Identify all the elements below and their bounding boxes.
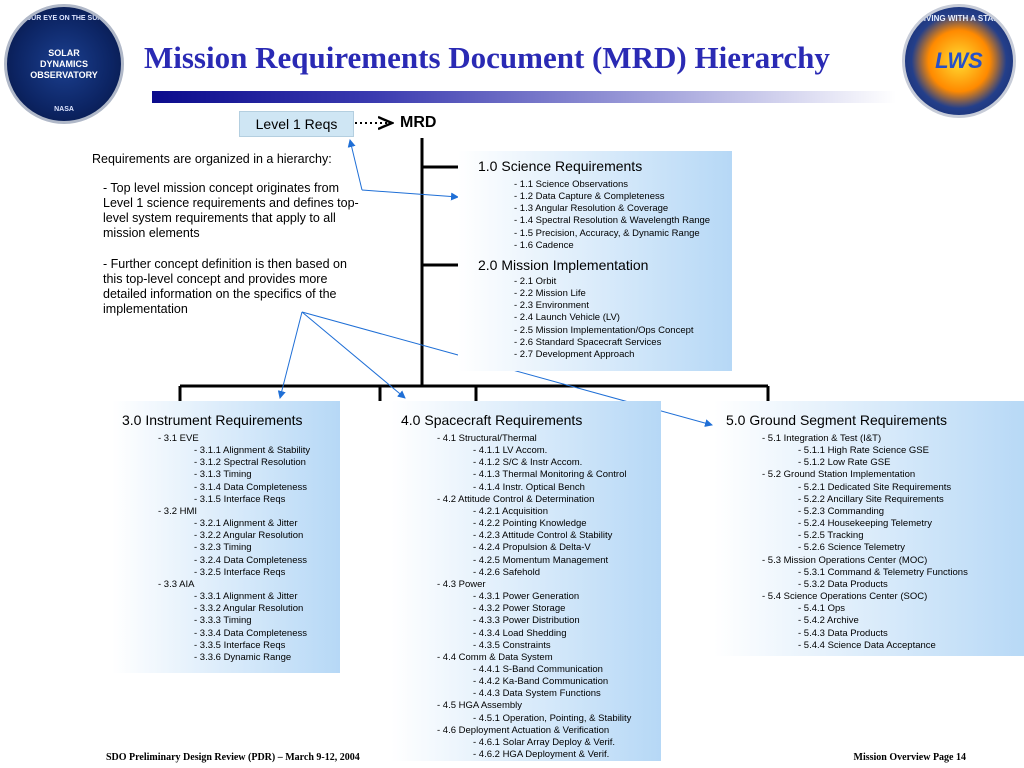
list-item: - 5.3 Mission Operations Center (MOC) bbox=[762, 554, 928, 566]
list-subitem: - 3.1.4 Data Completeness bbox=[194, 481, 308, 493]
list-subitem: - 4.2.2 Pointing Knowledge bbox=[473, 518, 587, 530]
list-subitem: - 3.2.4 Data Completeness bbox=[194, 554, 308, 566]
spacecraft-heading: 4.0 Spacecraft Requirements bbox=[401, 412, 583, 428]
list-subitem: - 4.2.3 Attitude Control & Stability bbox=[473, 530, 613, 542]
mission-implementation-box bbox=[458, 254, 732, 371]
list-subitem: - 5.4.4 Science Data Acceptance bbox=[798, 639, 936, 651]
ground-segment-box bbox=[714, 401, 1024, 656]
list-item: - 5.4 Science Operations Center (SOC) bbox=[762, 591, 928, 603]
list-subitem: - 4.6.2 HGA Deployment & Verif. bbox=[473, 749, 610, 761]
list-subitem: - 4.3.1 Power Generation bbox=[473, 591, 580, 603]
list-subitem: - 4.2.1 Acquisition bbox=[473, 505, 548, 517]
list-subitem: - 4.3.5 Constraints bbox=[473, 639, 551, 651]
list-subitem: - 4.5.1 Operation, Pointing, & Stability bbox=[473, 712, 632, 724]
list-item: - 1.3 Angular Resolution & Coverage bbox=[514, 203, 669, 215]
list-subitem: - 5.2.6 Science Telemetry bbox=[798, 542, 906, 554]
list-subitem: - 4.4.1 S-Band Communication bbox=[473, 663, 603, 675]
list-subitem: - 5.3.1 Command & Telemetry Functions bbox=[798, 566, 968, 578]
list-subitem: - 5.1.2 Low Rate GSE bbox=[798, 457, 891, 469]
list-subitem: - 5.4.1 Ops bbox=[798, 603, 845, 615]
list-item: - 4.2 Attitude Control & Determination bbox=[437, 493, 595, 505]
list-item: - 2.6 Standard Spacecraft Services bbox=[514, 336, 662, 348]
intro-lead: Requirements are organized in a hierarchy: bbox=[92, 152, 332, 166]
list-item: - 1.5 Precision, Accuracy, & Dynamic Range bbox=[514, 227, 700, 239]
list-subitem: - 3.2.3 Timing bbox=[194, 542, 252, 554]
intro-text bbox=[92, 152, 367, 333]
list-subitem: - 4.3.4 Load Shedding bbox=[473, 627, 567, 639]
list-item: - 1.6 Cadence bbox=[514, 239, 574, 251]
list-subitem: - 5.2.5 Tracking bbox=[798, 530, 864, 542]
science-requirements-box bbox=[458, 151, 732, 254]
intro-paragraph-1: - Top level mission concept originates from Level 1 science requirements and defines top-level system requirements that apply to all mission elements bbox=[103, 181, 359, 240]
instrument-list bbox=[158, 433, 310, 664]
list-subitem: - 3.2.1 Alignment & Jitter bbox=[194, 518, 298, 530]
list-item: - 4.1 Structural/Thermal bbox=[437, 433, 537, 444]
list-item: - 4.6 Deployment Actuation & Verification bbox=[437, 724, 610, 736]
list-subitem: - 4.6.1 Solar Array Deploy & Verif. bbox=[473, 736, 616, 748]
ground-heading: 5.0 Ground Segment Requirements bbox=[726, 412, 948, 428]
list-subitem: - 4.2.6 Safehold bbox=[473, 566, 541, 578]
list-item: - 4.4 Comm & Data System bbox=[437, 651, 553, 663]
list-subitem: - 4.4.3 Data System Functions bbox=[473, 688, 601, 700]
list-item: - 2.2 Mission Life bbox=[514, 288, 586, 300]
list-subitem: - 3.1.2 Spectral Resolution bbox=[194, 457, 306, 469]
list-subitem: - 4.1.3 Thermal Monitoring & Control bbox=[473, 469, 627, 481]
list-subitem: - 5.2.3 Commanding bbox=[798, 505, 885, 517]
list-item: - 1.2 Data Capture & Completeness bbox=[514, 191, 665, 203]
list-subitem: - 3.1.3 Timing bbox=[194, 469, 252, 481]
list-item: - 2.5 Mission Implementation/Ops Concept bbox=[514, 324, 694, 336]
list-item: - 2.4 Launch Vehicle (LV) bbox=[514, 312, 620, 324]
list-subitem: - 4.1.1 LV Accom. bbox=[473, 445, 548, 457]
list-subitem: - 4.2.4 Propulsion & Delta-V bbox=[473, 542, 591, 554]
list-subitem: - 3.1.5 Interface Reqs bbox=[194, 493, 286, 505]
sdo-logo-text: SOLAR DYNAMICS OBSERVATORY bbox=[30, 47, 98, 80]
list-item: - 3.2 HMI bbox=[158, 505, 198, 517]
list-subitem: - 3.3.2 Angular Resolution bbox=[194, 603, 304, 615]
list-subitem: - 5.3.2 Data Products bbox=[798, 578, 888, 590]
list-item: - 4.5 HGA Assembly bbox=[437, 700, 523, 712]
mrd-root-label: MRD bbox=[400, 114, 437, 131]
lws-logo-ring-text: LIVING WITH A STAR bbox=[918, 14, 1000, 23]
list-subitem: - 5.2.4 Housekeeping Telemetry bbox=[798, 518, 932, 530]
list-subitem: - 5.1.1 High Rate Science GSE bbox=[798, 445, 929, 457]
footer-left: SDO Preliminary Design Review (PDR) – March 9-12, 2004 bbox=[106, 752, 360, 763]
list-item: - 5.1 Integration & Test (I&T) bbox=[762, 433, 882, 444]
list-item: - 2.3 Environment bbox=[514, 300, 589, 312]
list-subitem: - 3.3.1 Alignment & Jitter bbox=[194, 591, 298, 603]
list-item: - 3.1 EVE bbox=[158, 433, 199, 444]
list-subitem: - 3.3.5 Interface Reqs bbox=[194, 639, 286, 651]
list-subitem: - 4.2.5 Momentum Management bbox=[473, 554, 609, 566]
list-item: - 1.1 Science Observations bbox=[514, 179, 629, 190]
spacecraft-list bbox=[437, 433, 631, 761]
list-item: - 2.1 Orbit bbox=[514, 276, 557, 287]
list-subitem: - 4.1.2 S/C & Instr Accom. bbox=[473, 457, 583, 469]
list-subitem: - 3.3.3 Timing bbox=[194, 615, 252, 627]
intro-paragraph-2: - Further concept definition is then based on this top-level concept and provides more detailed information on the specifics of the implementation bbox=[103, 257, 347, 316]
list-subitem: - 4.1.4 Instr. Optical Bench bbox=[473, 481, 585, 493]
sdo-logo-bottom-text: NASA bbox=[54, 106, 74, 113]
instrument-requirements-box bbox=[112, 401, 340, 673]
list-subitem: - 5.4.2 Archive bbox=[798, 615, 859, 627]
spacecraft-requirements-box bbox=[391, 401, 661, 761]
list-item: - 1.4 Spectral Resolution & Wavelength Range bbox=[514, 215, 711, 227]
list-subitem: - 3.3.4 Data Completeness bbox=[194, 627, 308, 639]
list-subitem: - 3.3.6 Dynamic Range bbox=[194, 651, 292, 663]
list-subitem: - 3.2.5 Interface Reqs bbox=[194, 566, 286, 578]
footer-right: Mission Overview Page 14 bbox=[853, 752, 966, 763]
list-subitem: - 3.2.2 Angular Resolution bbox=[194, 530, 304, 542]
science-heading: 1.0 Science Requirements bbox=[478, 158, 643, 174]
list-item: - 3.3 AIA bbox=[158, 578, 195, 590]
instrument-heading: 3.0 Instrument Requirements bbox=[122, 412, 303, 428]
list-item: - 2.7 Development Approach bbox=[514, 348, 635, 360]
list-subitem: - 4.4.2 Ka-Band Communication bbox=[473, 676, 609, 688]
list-subitem: - 4.3.2 Power Storage bbox=[473, 603, 566, 615]
list-subitem: - 4.3.3 Power Distribution bbox=[473, 615, 580, 627]
lws-logo-text: LWS bbox=[935, 48, 983, 73]
level1-reqs-box: Level 1 Reqs bbox=[239, 111, 354, 137]
science-list bbox=[514, 179, 710, 252]
ground-list bbox=[762, 433, 968, 652]
list-subitem: - 3.1.1 Alignment & Stability bbox=[194, 445, 311, 457]
implementation-list bbox=[514, 276, 694, 361]
list-item: - 4.3 Power bbox=[437, 578, 486, 590]
sdo-logo-ring-text: OUR EYE ON THE SUN bbox=[25, 15, 103, 22]
annotation-arrow-science bbox=[362, 190, 458, 197]
list-subitem: - 5.2.2 Ancillary Site Requirements bbox=[798, 493, 944, 505]
list-subitem: - 5.2.1 Dedicated Site Requirements bbox=[798, 481, 952, 493]
page-title: Mission Requirements Document (MRD) Hierarchy bbox=[144, 40, 830, 75]
list-subitem: - 5.4.3 Data Products bbox=[798, 627, 888, 639]
list-item: - 5.2 Ground Station Implementation bbox=[762, 469, 916, 481]
implementation-heading: 2.0 Mission Implementation bbox=[478, 257, 649, 273]
